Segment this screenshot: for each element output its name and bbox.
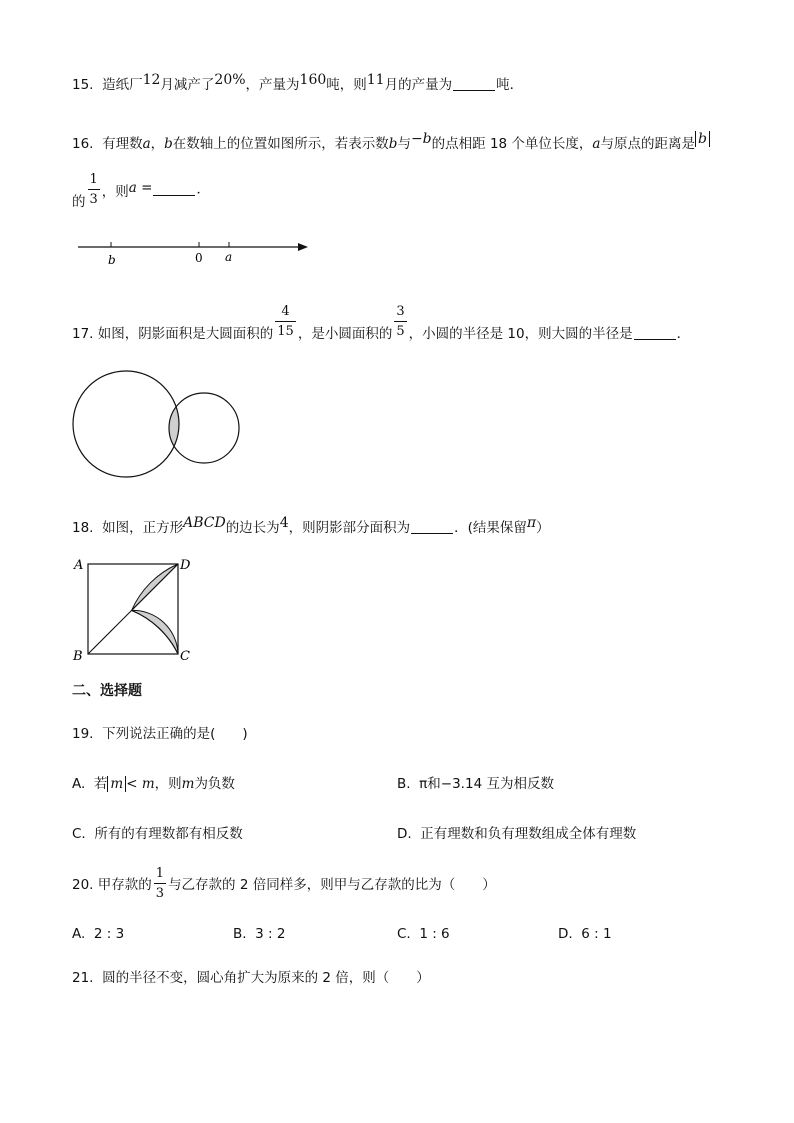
- diagonal-bd: [88, 564, 178, 654]
- answer-blank[interactable]: [634, 325, 676, 340]
- option-19-b[interactable]: [397, 774, 554, 794]
- option-label: C.: [397, 926, 411, 942]
- vertex-label-c: C: [180, 649, 190, 664]
- question-17: [72, 304, 691, 342]
- fraction-one-third: [154, 866, 166, 901]
- math-value: 12: [142, 72, 161, 88]
- question-number: 19.: [72, 726, 94, 742]
- answer-blank[interactable]: [453, 76, 495, 91]
- question-text: 在数轴上的位置如图所示，若表示数: [172, 136, 389, 152]
- var-b: b: [388, 136, 398, 152]
- question-text: 与原点的距离是: [600, 136, 695, 152]
- question-text: ，则: [101, 183, 129, 200]
- fraction-denominator: 5: [396, 324, 405, 339]
- var-neg-b: −b: [410, 131, 432, 147]
- math-square: ABCD: [183, 515, 226, 531]
- circles-figure: [70, 366, 250, 484]
- var-a: a: [142, 136, 151, 152]
- question-text: 的: [72, 193, 86, 210]
- option-label: B.: [397, 776, 411, 792]
- option-text: <: [126, 776, 142, 792]
- option-20-b[interactable]: [233, 924, 285, 944]
- question-text: ，小圆的半径是 10，则大圆的半径是: [408, 325, 633, 342]
- math-pi: π: [526, 515, 537, 531]
- option-label: C.: [72, 826, 86, 842]
- square-figure: [70, 554, 200, 666]
- fraction-numerator: 4: [275, 304, 296, 322]
- var-b: b: [164, 136, 173, 152]
- option-text: 正有理数和负有理数组成全体有理数: [420, 826, 637, 842]
- option-text: ，则: [154, 776, 182, 792]
- shaded-region-lower: [132, 610, 178, 654]
- punctuation: ．: [676, 325, 691, 342]
- fraction-four-fifteenths: [275, 304, 296, 339]
- option-20-c[interactable]: [397, 924, 450, 944]
- question-text: ，则阴影部分面积为: [288, 520, 411, 536]
- abs-m: m: [107, 776, 126, 792]
- small-circle: [169, 393, 239, 463]
- question-number: 16.: [72, 136, 94, 152]
- axis-label-a: a: [225, 250, 233, 264]
- option-text: π和−3.14 互为相反数: [419, 776, 554, 792]
- question-text: 如图，阴影面积是大圆面积的: [97, 325, 274, 342]
- question-text: 与: [397, 136, 411, 152]
- question-16-line-2: [72, 172, 210, 210]
- axis-label-0: 0: [195, 251, 203, 265]
- question-number: 18.: [72, 520, 94, 536]
- math-value: 20%: [214, 72, 246, 88]
- var-a: a: [592, 136, 601, 152]
- option-20-d[interactable]: [558, 924, 612, 944]
- option-text: 为负数: [194, 776, 235, 792]
- option-label: B.: [233, 926, 247, 942]
- vertex-label-b: B: [73, 649, 83, 664]
- question-number: 15.: [72, 77, 94, 93]
- number-line-figure: [70, 236, 320, 272]
- option-label: A.: [72, 926, 86, 942]
- math-value: 11: [366, 72, 385, 88]
- option-19-a[interactable]: [72, 774, 235, 794]
- option-19-c[interactable]: [72, 824, 243, 844]
- option-20-a[interactable]: [72, 924, 124, 944]
- equation: a =: [128, 179, 153, 196]
- question-21: [72, 968, 430, 988]
- question-text: 圆的半径不变，圆心角扩大为原来的 2 倍，则（ ）: [102, 970, 430, 986]
- large-circle: [73, 371, 179, 477]
- question-text: 的点相距 18 个单位长度，: [431, 136, 593, 152]
- option-text: 3 : 2: [255, 926, 286, 942]
- question-text: ．(结果保留: [454, 520, 527, 536]
- option-label: D.: [558, 926, 573, 942]
- question-text: ，产量为: [245, 77, 300, 93]
- question-text: ）: [536, 520, 550, 536]
- var-m: m: [141, 776, 155, 792]
- question-text: 造纸厂: [102, 77, 143, 93]
- question-text: 如图，正方形: [102, 520, 184, 536]
- axis-label-b: b: [108, 253, 116, 267]
- fraction-three-fifths: [394, 304, 406, 339]
- option-label: A.: [72, 776, 86, 792]
- option-text: 所有的有理数都有相反数: [94, 826, 243, 842]
- arrow-right-icon: [298, 243, 308, 251]
- answer-blank[interactable]: [153, 181, 195, 196]
- fraction-denominator: 3: [89, 192, 98, 207]
- fraction-denominator: 3: [155, 886, 165, 901]
- question-number: 20.: [72, 877, 94, 893]
- fraction-numerator: 3: [394, 304, 406, 322]
- option-text: 2 : 3: [93, 926, 125, 942]
- option-label: D.: [397, 826, 412, 842]
- question-text: 甲存款的: [97, 877, 152, 893]
- option-19-d[interactable]: [397, 824, 636, 844]
- option-text: 1 : 6: [419, 926, 450, 942]
- question-text: 月减产了: [160, 77, 215, 93]
- vertex-label-d: D: [180, 558, 191, 573]
- question-text: 吨．: [496, 77, 524, 93]
- question-text: 下列说法正确的是( ): [102, 726, 248, 742]
- punctuation: ，: [150, 136, 165, 152]
- question-number: 21.: [72, 970, 94, 986]
- question-text: 有理数: [102, 136, 143, 152]
- question-18: [72, 515, 550, 538]
- math-value: 4: [279, 515, 289, 531]
- var-m: m: [181, 776, 195, 792]
- question-text: ，是小圆面积的: [297, 325, 393, 342]
- fraction-denominator: 15: [277, 324, 294, 339]
- fraction-numerator: 1: [154, 866, 166, 884]
- question-text: 月的产量为: [384, 77, 453, 93]
- abs-b: b: [695, 131, 710, 147]
- question-text: 吨，则: [326, 77, 367, 93]
- punctuation: ．: [196, 181, 210, 198]
- fraction-one-third: [88, 172, 100, 207]
- question-15: [72, 72, 524, 95]
- fraction-numerator: 1: [88, 172, 100, 190]
- answer-blank[interactable]: [411, 519, 453, 534]
- question-20: [72, 866, 496, 901]
- question-19: [72, 724, 248, 744]
- section-title: 二、选择题: [72, 683, 142, 699]
- vertex-label-a: A: [74, 558, 84, 573]
- math-value: 160: [299, 72, 327, 88]
- question-text: 与乙存款的 2 倍同样多，则甲与乙存款的比为（ ）: [168, 877, 496, 893]
- question-text: 的边长为: [225, 520, 280, 536]
- option-text: 若: [93, 776, 108, 792]
- question-number: 17.: [72, 325, 94, 342]
- question-16: [72, 131, 710, 154]
- option-text: 6 : 1: [581, 926, 612, 942]
